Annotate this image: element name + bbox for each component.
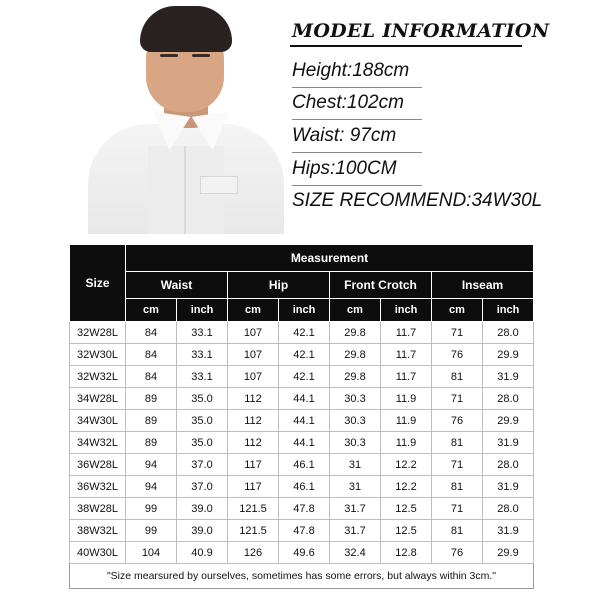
measure-cell: 12.8 <box>381 542 432 564</box>
table-note-row <box>70 564 534 589</box>
measure-cell: 12.5 <box>381 520 432 542</box>
measure-cell: 33.1 <box>177 344 228 366</box>
table-row <box>70 322 534 344</box>
shirt-pocket <box>200 176 238 194</box>
size-cell: 36W32L <box>70 476 126 498</box>
info-separator <box>292 152 422 153</box>
collar-left <box>148 112 191 153</box>
info-separator <box>292 185 422 186</box>
measure-cell: 31 <box>330 454 381 476</box>
measure-cell: 81 <box>432 476 483 498</box>
measure-cell: 42.1 <box>279 344 330 366</box>
table-row <box>70 542 534 564</box>
measure-cell: 112 <box>228 432 279 454</box>
measure-cell: 35.0 <box>177 388 228 410</box>
measurement-header: Measurement <box>126 245 534 272</box>
unit-header: cm <box>228 299 279 322</box>
group-header-waist: Waist <box>126 272 228 299</box>
table-row <box>70 498 534 520</box>
table-group-row <box>70 272 534 299</box>
model-photo <box>88 6 284 234</box>
measure-cell: 107 <box>228 322 279 344</box>
measure-cell: 31.9 <box>483 476 534 498</box>
table-row <box>70 388 534 410</box>
measure-cell: 44.1 <box>279 410 330 432</box>
measure-cell: 84 <box>126 366 177 388</box>
measure-cell: 71 <box>432 454 483 476</box>
info-chest: Chest:102cm <box>292 92 404 113</box>
table-row <box>70 366 534 388</box>
info-separator <box>292 119 422 120</box>
measure-cell: 84 <box>126 344 177 366</box>
measure-cell: 121.5 <box>228 520 279 542</box>
measure-cell: 12.5 <box>381 498 432 520</box>
measure-cell: 37.0 <box>177 454 228 476</box>
size-table-body <box>70 322 534 564</box>
size-cell: 32W28L <box>70 322 126 344</box>
measure-cell: 107 <box>228 344 279 366</box>
measure-cell: 30.3 <box>330 410 381 432</box>
measure-cell: 89 <box>126 432 177 454</box>
measure-cell: 47.8 <box>279 498 330 520</box>
measure-cell: 35.0 <box>177 432 228 454</box>
table-row <box>70 476 534 498</box>
unit-header: inch <box>483 299 534 322</box>
measure-cell: 84 <box>126 322 177 344</box>
size-cell: 38W28L <box>70 498 126 520</box>
measure-cell: 107 <box>228 366 279 388</box>
unit-header: cm <box>432 299 483 322</box>
info-separator <box>292 87 422 88</box>
table-row <box>70 344 534 366</box>
measure-cell: 44.1 <box>279 432 330 454</box>
measure-cell: 76 <box>432 542 483 564</box>
table-row <box>70 432 534 454</box>
group-header-inseam: Inseam <box>432 272 534 299</box>
measure-cell: 11.9 <box>381 410 432 432</box>
measure-cell: 76 <box>432 344 483 366</box>
measure-cell: 31.9 <box>483 366 534 388</box>
measure-cell: 117 <box>228 454 279 476</box>
shirt-placket <box>184 146 186 234</box>
model-info-title: MODEL INFORMATION <box>292 20 550 42</box>
measure-cell: 39.0 <box>177 498 228 520</box>
size-cell: 38W32L <box>70 520 126 542</box>
measure-cell: 81 <box>432 366 483 388</box>
measure-cell: 81 <box>432 432 483 454</box>
size-table <box>69 244 534 589</box>
measure-cell: 33.1 <box>177 322 228 344</box>
measure-cell: 35.0 <box>177 410 228 432</box>
group-header-front-crotch: Front Crotch <box>330 272 432 299</box>
measure-cell: 29.9 <box>483 344 534 366</box>
measure-cell: 71 <box>432 388 483 410</box>
measure-cell: 76 <box>432 410 483 432</box>
measure-cell: 28.0 <box>483 388 534 410</box>
measure-cell: 31 <box>330 476 381 498</box>
measure-cell: 104 <box>126 542 177 564</box>
size-cell: 34W30L <box>70 410 126 432</box>
measure-cell: 11.9 <box>381 432 432 454</box>
size-cell: 40W30L <box>70 542 126 564</box>
measure-cell: 99 <box>126 498 177 520</box>
measure-cell: 49.6 <box>279 542 330 564</box>
measure-cell: 71 <box>432 498 483 520</box>
measure-cell: 94 <box>126 454 177 476</box>
measure-cell: 11.7 <box>381 322 432 344</box>
table-row <box>70 454 534 476</box>
size-cell: 32W30L <box>70 344 126 366</box>
unit-header: inch <box>177 299 228 322</box>
measure-cell: 31.7 <box>330 498 381 520</box>
measure-cell: 37.0 <box>177 476 228 498</box>
unit-header: inch <box>279 299 330 322</box>
measure-cell: 99 <box>126 520 177 542</box>
measure-cell: 121.5 <box>228 498 279 520</box>
measure-cell: 32.4 <box>330 542 381 564</box>
measure-cell: 39.0 <box>177 520 228 542</box>
measure-cell: 126 <box>228 542 279 564</box>
table-row <box>70 520 534 542</box>
model-info-title-rule <box>290 45 522 47</box>
measure-cell: 112 <box>228 410 279 432</box>
info-hips: Hips:100CM <box>292 158 397 179</box>
measure-cell: 89 <box>126 388 177 410</box>
measure-cell: 31.9 <box>483 520 534 542</box>
measure-cell: 112 <box>228 388 279 410</box>
measure-cell: 29.9 <box>483 410 534 432</box>
measure-cell: 94 <box>126 476 177 498</box>
info-waist: Waist: 97cm <box>292 125 397 146</box>
measure-cell: 30.3 <box>330 432 381 454</box>
measure-cell: 30.3 <box>330 388 381 410</box>
measure-cell: 12.2 <box>381 454 432 476</box>
measure-cell: 29.9 <box>483 542 534 564</box>
measure-cell: 29.8 <box>330 322 381 344</box>
size-note: "Size mearsured by ourselves, sometimes has some errors, but always within 3cm." <box>70 564 534 589</box>
measure-cell: 31.9 <box>483 432 534 454</box>
measure-cell: 44.1 <box>279 388 330 410</box>
brow-left <box>160 54 178 57</box>
measure-cell: 28.0 <box>483 322 534 344</box>
measure-cell: 29.8 <box>330 344 381 366</box>
size-cell: 36W28L <box>70 454 126 476</box>
size-header: Size <box>70 245 126 322</box>
measure-cell: 33.1 <box>177 366 228 388</box>
group-header-hip: Hip <box>228 272 330 299</box>
measure-cell: 11.7 <box>381 366 432 388</box>
brow-right <box>192 54 210 57</box>
table-header-row <box>70 245 534 272</box>
measure-cell: 40.9 <box>177 542 228 564</box>
info-height: Height:188cm <box>292 60 410 81</box>
unit-header: cm <box>330 299 381 322</box>
measure-cell: 46.1 <box>279 476 330 498</box>
measure-cell: 81 <box>432 520 483 542</box>
measure-cell: 11.7 <box>381 344 432 366</box>
measure-cell: 71 <box>432 322 483 344</box>
measure-cell: 28.0 <box>483 498 534 520</box>
measure-cell: 46.1 <box>279 454 330 476</box>
measure-cell: 42.1 <box>279 322 330 344</box>
size-cell: 34W28L <box>70 388 126 410</box>
table-row <box>70 410 534 432</box>
model-hair <box>140 6 232 52</box>
measure-cell: 11.9 <box>381 388 432 410</box>
unit-header: cm <box>126 299 177 322</box>
table-unit-row <box>70 299 534 322</box>
collar-right <box>192 112 235 153</box>
measure-cell: 29.8 <box>330 366 381 388</box>
measure-cell: 12.2 <box>381 476 432 498</box>
size-cell: 34W32L <box>70 432 126 454</box>
measure-cell: 42.1 <box>279 366 330 388</box>
measure-cell: 47.8 <box>279 520 330 542</box>
measure-cell: 28.0 <box>483 454 534 476</box>
size-cell: 32W32L <box>70 366 126 388</box>
unit-header: inch <box>381 299 432 322</box>
measure-cell: 117 <box>228 476 279 498</box>
measure-cell: 31.7 <box>330 520 381 542</box>
measure-cell: 89 <box>126 410 177 432</box>
info-size-recommend: SIZE RECOMMEND:34W30L <box>292 190 543 211</box>
